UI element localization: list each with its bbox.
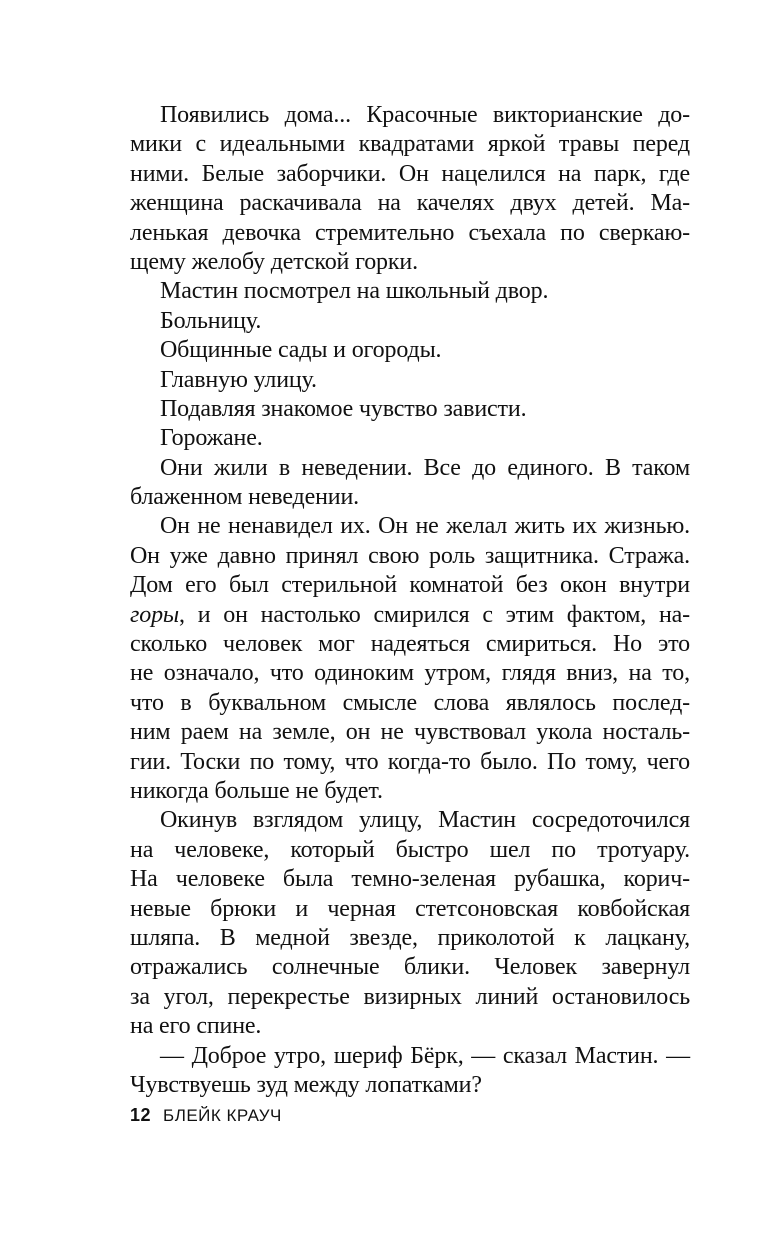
text-line: Чувствуешь зуд между лопатками?	[130, 1071, 482, 1098]
text-line: ним раем на земле, он не чувствовал укола носталь-	[130, 719, 690, 746]
text-line: что в буквальном смысле слова являлось послед-	[130, 689, 690, 716]
text-line: ленькая девочка стремительно съехала по сверкаю-	[130, 219, 690, 246]
text-line: на его спине.	[130, 1013, 262, 1040]
text-line: Дом его был стерильной комнатой без окон внутри	[130, 572, 690, 599]
page-footer	[130, 1105, 282, 1126]
text-line: Он уже давно принял свою роль защитника. Стража.	[130, 542, 690, 569]
text-line: Он не ненавидел их. Он не желал жить их жизнью.	[160, 513, 690, 540]
text-line: — Доброе утро, шериф Бёрк, — сказал Мастин. —	[160, 1042, 690, 1069]
text-line: Окинув взглядом улицу, Мастин сосредоточился	[160, 807, 690, 834]
page-number: 12	[130, 1105, 152, 1125]
text-line: сколько человек мог надеяться смириться. Но это	[130, 631, 690, 658]
text-line: отражались солнечные блики. Человек завернул	[130, 954, 690, 981]
text-line: мики с идеальными квадратами яркой травы перед	[130, 131, 690, 158]
text-line: горы, и он настолько смирился с этим фактом, на-	[130, 601, 690, 628]
text-line: Общинные сады и огороды.	[160, 337, 442, 364]
running-author: БЛЕЙК КРАУЧ	[163, 1106, 282, 1125]
text-line: за угол, перекрестье визирных линий остановилось	[130, 983, 690, 1010]
text-line: блаженном неведении.	[130, 484, 359, 511]
text-line: шляпа. В медной звезде, приколотой к лацкану,	[130, 924, 690, 951]
text-line: Мастин посмотрел на школьный двор.	[160, 278, 549, 305]
text-line: Они жили в неведении. Все до единого. В таком	[160, 454, 690, 481]
text-line: не означало, что одиноким утром, глядя вниз, на то,	[130, 660, 690, 687]
text-line: женщина раскачивала на качелях двух детей. Ма-	[130, 190, 690, 217]
text-line: щему желобу детской горки.	[130, 248, 418, 275]
text-line: ними. Белые заборчики. Он нацелился на парк, где	[130, 160, 690, 187]
text-line: на человеке, который быстро шел по тротуару.	[130, 836, 690, 863]
text-line: гии. Тоски по тому, что когда-то было. По тому, чего	[130, 748, 690, 775]
text-line: Появились дома... Красочные викторианские до-	[160, 102, 690, 128]
text-line: Больницу.	[160, 307, 262, 334]
text-line: Горожане.	[160, 425, 263, 452]
text-line: невые брюки и черная стетсоновская ковбойская	[130, 895, 690, 922]
emphasis-word: горы	[130, 601, 180, 628]
text-line: Главную улицу.	[160, 366, 317, 393]
page-body	[130, 101, 690, 1100]
text-line: никогда больше не будет.	[130, 777, 383, 804]
text-line: Подавляя знакомое чувство зависти.	[160, 395, 527, 422]
text-line: На человеке была темно-зеленая рубашка, корич-	[130, 866, 690, 893]
